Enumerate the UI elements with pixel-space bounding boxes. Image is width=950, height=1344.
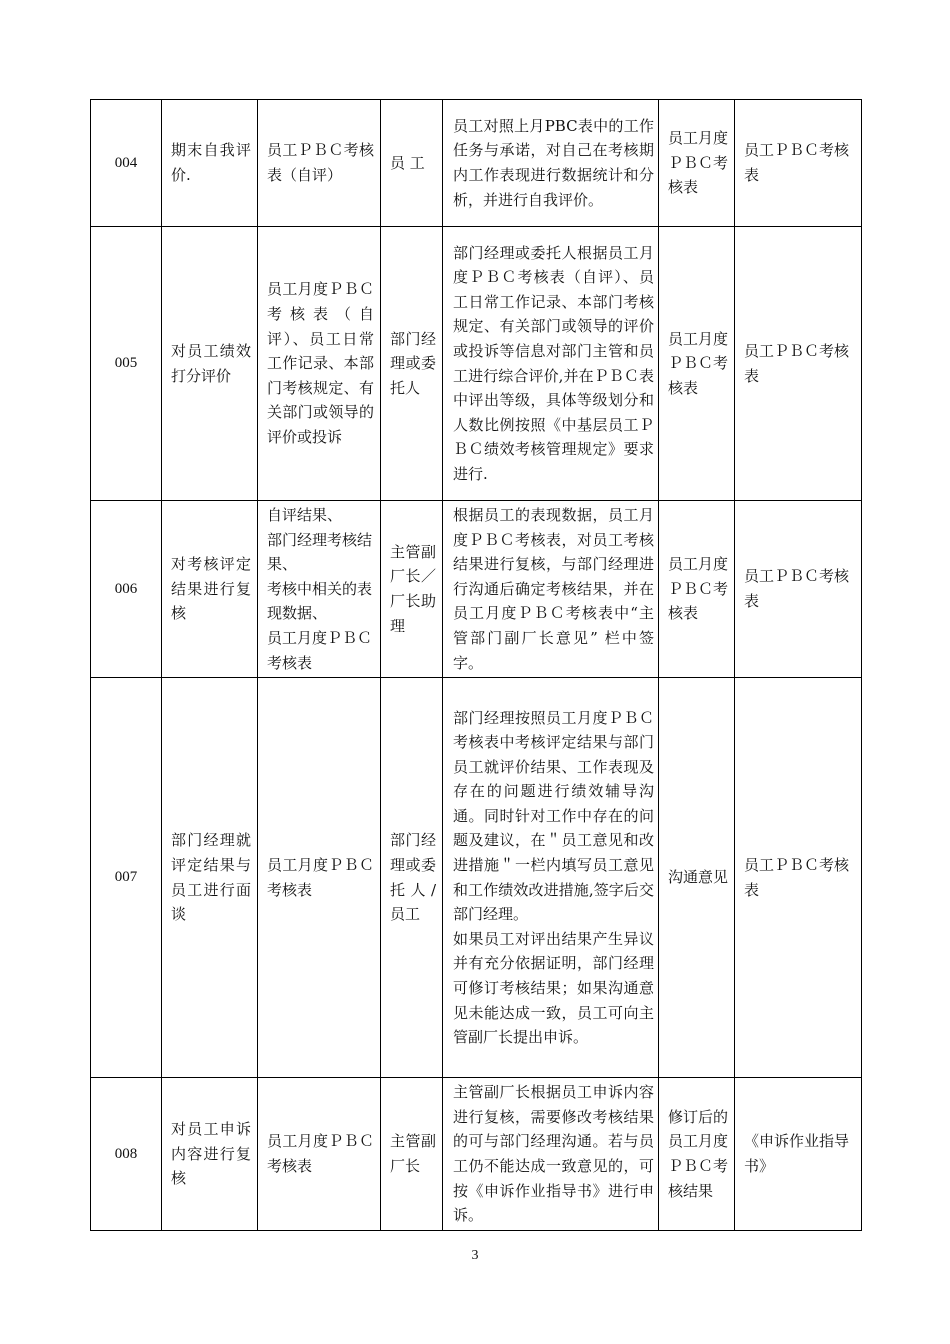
row-number: 007: [91, 678, 162, 1078]
table-row: [91, 678, 862, 1078]
row-number: 008: [91, 1078, 162, 1231]
input-documents: 员工月度ＰＢＣ考核表: [258, 1078, 381, 1231]
output-document: 员工月度ＰＢＣ考核表: [659, 501, 735, 678]
step-name: 期末自我评价.: [162, 100, 258, 227]
record-form: 《申诉作业指导书》: [735, 1078, 862, 1231]
output-document: 沟通意见: [659, 678, 735, 1078]
record-form: 员工ＰＢＣ考核表: [735, 678, 862, 1078]
row-number: 006: [91, 501, 162, 678]
step-description: 主管副厂长根据员工申诉内容进行复核，需要修改考核结果的可与部门经理沟通。若与员工仍不能达成一致意见的，可按《申诉作业指导书》进行申诉。: [443, 1078, 659, 1231]
record-form: 员工ＰＢＣ考核表: [735, 100, 862, 227]
output-document: 员工月度ＰＢＣ考核表: [659, 227, 735, 501]
step-description: 部门经理按照员工月度ＰＢＣ考核表中考核评定结果与部门员工就评价结果、工作表现及存在的问题进行绩效辅导沟通。同时针对工作中存在的问题及建议，在＂员工意见和改进措施＂一栏内填写员工意见和工作绩效改进措施,签字后交部门经理。 如果员工对评出结果产生异议并有充分依据证明，部门经理可修订考核结果；如果沟通意见未能达成一致，员工可向主管副厂长提出申诉。: [443, 678, 659, 1078]
table-row: [91, 100, 862, 227]
output-document: 员工月度ＰＢＣ考核表: [659, 100, 735, 227]
input-documents: 自评结果、 部门经理考核结果、 考核中相关的表现数据、 员工月度ＰＢＣ考核表: [258, 501, 381, 678]
step-description: 员工对照上月PBC表中的工作任务与承诺，对自己在考核期内工作表现进行数据统计和分析，并进行自我评价。: [443, 100, 659, 227]
responsible-party: 员 工: [381, 100, 443, 227]
step-name: 对员工申诉内容进行复核: [162, 1078, 258, 1231]
input-documents: 员工ＰＢＣ考核表（自评）: [258, 100, 381, 227]
input-documents: 员工月度ＰＢＣ考核表（自评）、员工日常工作记录、本部门考核规定、有关部门或领导的评价或投诉: [258, 227, 381, 501]
table-row: [91, 501, 862, 678]
record-form: 员工ＰＢＣ考核表: [735, 501, 862, 678]
row-number: 005: [91, 227, 162, 501]
step-name: 部门经理就评定结果与员工进行面谈: [162, 678, 258, 1078]
step-name: 对考核评定结果进行复核: [162, 501, 258, 678]
input-documents: 员工月度ＰＢＣ考核表: [258, 678, 381, 1078]
table-row: [91, 1078, 862, 1231]
step-name: 对员工绩效打分评价: [162, 227, 258, 501]
step-description: 部门经理或委托人根据员工月度ＰＢＣ考核表（自评）、员工日常工作记录、本部门考核规定、有关部门或领导的评价或投诉等信息对部门主管和员工进行综合评价,并在ＰＢＣ表中评出等级，具体等级划分和人数比例按照《中基层员工ＰＢＣ绩效考核管理规定》要求进行.: [443, 227, 659, 501]
page-number: 3: [471, 1248, 479, 1263]
responsible-party: 主管副厂长: [381, 1078, 443, 1231]
responsible-party: 部门经理或委托人/员工: [381, 678, 443, 1078]
responsible-party: 部门经理或委托人: [381, 227, 443, 501]
responsible-party: 主管副厂长／厂长助理: [381, 501, 443, 678]
row-number: 004: [91, 100, 162, 227]
step-description: 根据员工的表现数据，员工月度ＰＢＣ考核表，对员工考核结果进行复核，与部门经理进行沟通后确定考核结果，并在员工月度ＰＢＣ考核表中“主管部门副厂长意见” 栏中签字。: [443, 501, 659, 678]
record-form: 员工ＰＢＣ考核表: [735, 227, 862, 501]
table-row: [91, 227, 862, 501]
procedure-table: [90, 99, 862, 1231]
output-document: 修订后的员工月度ＰＢＣ考核结果: [659, 1078, 735, 1231]
